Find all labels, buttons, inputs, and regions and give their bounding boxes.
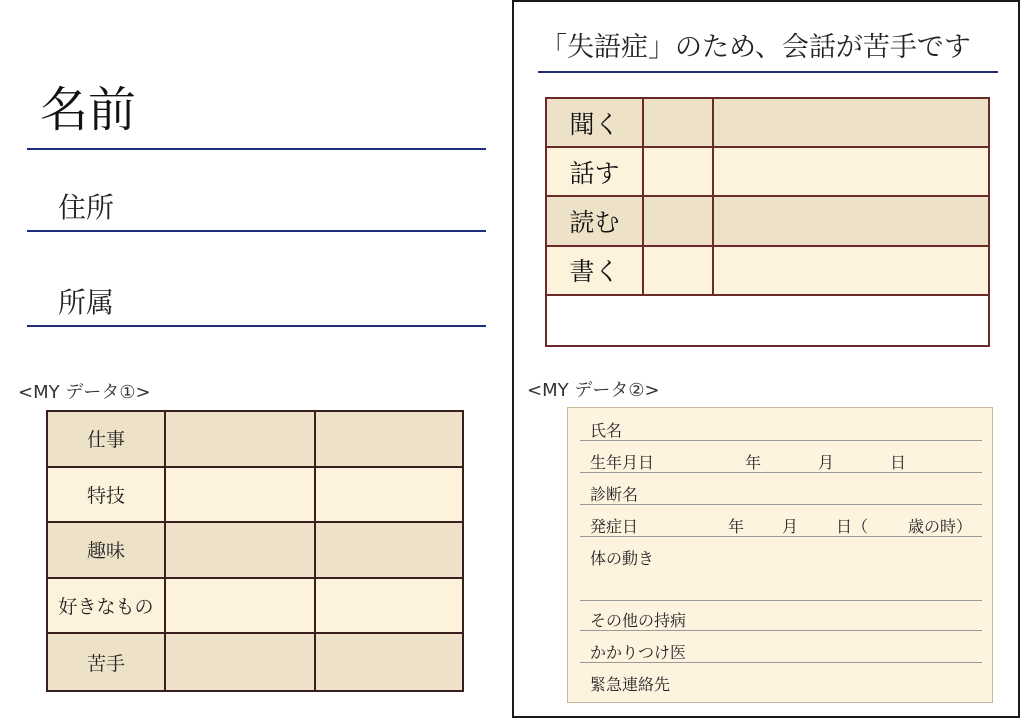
address-underline [27, 230, 486, 232]
ability-speak-mark [644, 148, 714, 197]
field-birthdate [580, 448, 982, 473]
field-body-label: 体の動き [590, 549, 655, 568]
name-label: 名前 [40, 82, 137, 138]
ability-write-mark [644, 247, 714, 296]
onset-month: 月 [782, 517, 799, 536]
onset-age: 歳の時） [908, 517, 973, 536]
ability-read: 読む [547, 197, 644, 246]
abilities-note-row [547, 296, 988, 345]
row-label-work: 仕事 [48, 412, 166, 468]
ability-read-mark [644, 197, 714, 246]
mydata2-panel [567, 407, 993, 703]
cell-skill-1 [166, 468, 316, 524]
ability-listen-mark [644, 99, 714, 148]
cell-weakness-1 [166, 634, 316, 690]
cell-weakness-2 [316, 634, 462, 690]
field-emergency-label: 緊急連絡先 [590, 675, 671, 694]
aphasia-heading: 「失語症」のため、会話が苦手です [540, 32, 971, 63]
affiliation-label: 所属 [58, 286, 115, 319]
name-underline [27, 148, 486, 150]
field-other-illness [580, 606, 982, 631]
field-doctor-label: かかりつけ医 [590, 643, 687, 662]
field-name-label: 氏名 [590, 421, 623, 440]
ability-speak: 話す [547, 148, 644, 197]
field-diagnosis-label: 診断名 [590, 485, 639, 504]
field-other-illness-label: その他の持病 [590, 611, 687, 630]
cell-likes-1 [166, 579, 316, 635]
row-label-weakness: 苦手 [48, 634, 166, 690]
row-label-skill: 特技 [48, 468, 166, 524]
ability-speak-note [714, 148, 988, 197]
abilities-table [545, 97, 990, 347]
cell-work-2 [316, 412, 462, 468]
onset-year: 年 [728, 517, 745, 536]
row-label-hobby: 趣味 [48, 523, 166, 579]
cell-likes-2 [316, 579, 462, 635]
field-name [580, 416, 982, 441]
cell-hobby-1 [166, 523, 316, 579]
ability-listen-note [714, 99, 988, 148]
onset-day: 日（ [836, 517, 869, 536]
mydata1-table [46, 410, 464, 692]
affiliation-underline [27, 325, 486, 327]
field-body [580, 544, 982, 601]
ability-read-note [714, 197, 988, 246]
mydata2-label: <MY データ②> [527, 380, 660, 401]
birthdate-year: 年 [745, 453, 762, 472]
address-label: 住所 [58, 191, 115, 224]
field-emergency [580, 670, 982, 694]
field-onset [580, 512, 982, 537]
birthdate-day: 日 [890, 453, 907, 472]
ability-write-note [714, 247, 988, 296]
cell-work-1 [166, 412, 316, 468]
cell-skill-2 [316, 468, 462, 524]
birthdate-month: 月 [818, 453, 835, 472]
field-birthdate-label: 生年月日 [590, 453, 655, 472]
ability-listen: 聞く [547, 99, 644, 148]
heading-underline [538, 71, 998, 73]
ability-write: 書く [547, 247, 644, 296]
mydata1-label: <MY データ①> [18, 382, 151, 403]
cell-hobby-2 [316, 523, 462, 579]
field-onset-label: 発症日 [590, 517, 639, 536]
field-doctor [580, 638, 982, 663]
row-label-likes: 好きなもの [48, 579, 166, 635]
field-diagnosis [580, 480, 982, 505]
